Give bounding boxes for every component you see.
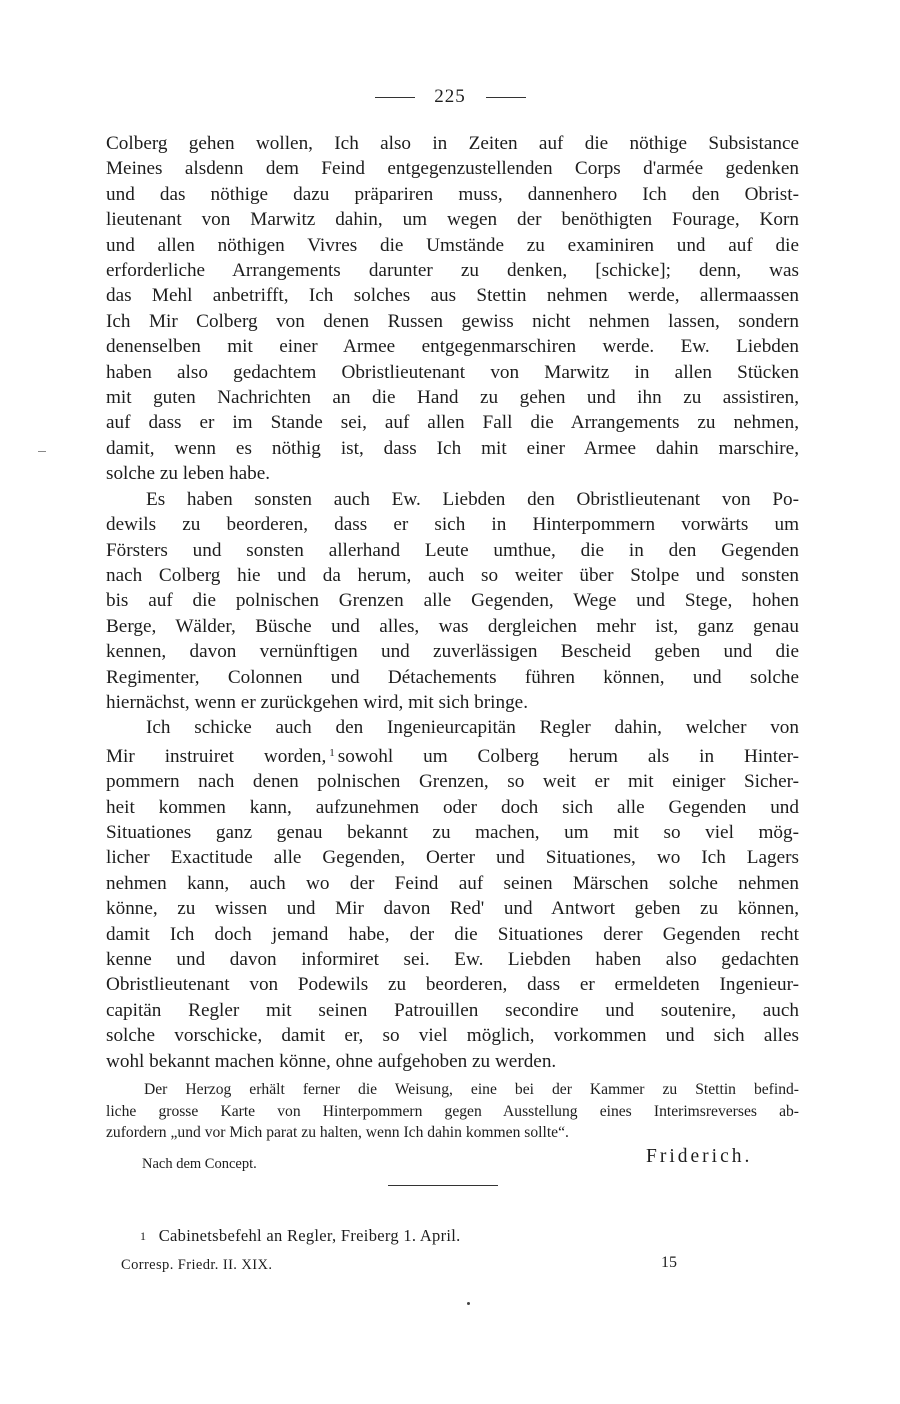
text-line: das Mehl anbetrifft, Ich solches aus Stettin nehmen werde, allermaassen [106,285,799,307]
footnote-divider [388,1185,498,1186]
text-line: nehmen kann, auch wo der Feind auf seinen Märschen solche nehmen [106,872,799,894]
paragraph-2 [106,487,799,716]
text-fragment: Mir instruiret worden, [106,745,327,767]
text-line: Försters und sonsten allerhand Leute umthue, die in den Gegenden [106,539,799,561]
note-line: zufordern „und vor Mich parat zu halten, wenn Ich dahin kommen sollte“. [106,1124,569,1141]
text-line: Obristlieutenant von Podewils zu beorderen, dass er ermeldeten Ingenieur- [106,974,799,996]
editor-note [106,1079,799,1144]
main-text [106,131,799,1074]
margin-mark [38,451,46,452]
text-line: mit guten Nachrichten an die Hand zu gehen und ihn zu assistiren, [106,387,799,409]
text-fragment: sowohl um Colberg herum als in Hinter- [337,745,799,767]
printer-line: Corresp. Friedr. II. XIX. [121,1257,273,1273]
text-line: Meines alsdenn dem Feind entgegenzustellenden Corps d'armée gedenken [106,158,799,180]
footnote-reference: 1 [329,746,335,759]
text-line: erforderliche Arrangements darunter zu denken, [schicke]; denn, was [106,260,799,282]
running-head [0,86,900,108]
text-line: Berge, Wälder, Büsche und alles, was dergleichen mehr ist, ganz genau [106,615,799,637]
print-speck [467,1302,470,1305]
text-line: damit, wenn es nöthig ist, dass Ich mit einer Armee dahin marschire, [106,437,799,459]
text-line: wohl bekannt machen könne, ohne aufgehoben zu werden. [106,1050,557,1072]
text-line: dewils zu beorderen, dass er sich in Hinterpommern vorwärts um [106,514,799,536]
text-line: kennen, davon vernünftigen und zuverlässigen Bescheid geben und die [106,641,799,663]
signature-mark: 15 [661,1254,677,1271]
text-line: könne, zu wissen und Mir davon Red' und Antwort geben zu können, [106,898,799,920]
paragraph-3 [106,715,799,1074]
head-rule-left [375,97,415,98]
text-line: hiernächst, wenn er zurückgehen wird, mit sich bringe. [106,691,528,713]
text-line: bis auf die polnischen Grenzen alle Gegenden, Wege und Stege, hohen [106,590,799,612]
page-number: 225 [434,86,466,107]
text-line: auf dass er im Stande sei, auf allen Fall die Arrangements zu nehmen, [106,412,799,434]
text-line: denenselben mit einer Armee entgegenmarschiren werde. Ew. Liebden [106,336,799,358]
note-line: liche grosse Karte von Hinterpommern gegen Ausstellung eines Interimsreverses ab- [106,1102,799,1120]
text-line: haben also gedachtem Obristlieutenant von Marwitz in allen Stücken [106,361,799,383]
text-line: solche vorschicke, damit er, so viel möglich, vorkommen und sich alles [106,1025,799,1047]
text-line-with-footnote [106,741,799,769]
source-note: Nach dem Concept. [142,1156,257,1172]
text-line: pommern nach denen polnischen Grenzen, so weit er mit einiger Sicher- [106,771,799,793]
text-line: capitän Regler mit seinen Patrouillen secondire und soutenire, auch [106,999,799,1021]
text-line: kenne und davon informiret sei. Ew. Liebden haben also gedachten [106,949,799,970]
note-line: Der Herzog erhält ferner die Weisung, eine bei der Kammer zu Stettin befind- [144,1081,799,1098]
footnote [140,1226,461,1246]
text-line: nach Colberg hie und da herum, auch so weiter über Stolpe und sonsten [106,564,799,586]
footnote-mark: 1 [140,1229,147,1243]
text-line: und allen nöthigen Vivres die Umstände zu examiniren und auf die [106,234,799,256]
signature: Friderich. [646,1146,753,1167]
text-line: heit kommen kann, aufzunehmen oder doch sich alle Gegenden und [106,796,799,818]
text-line: Regimenter, Colonnen und Détachements führen können, und solche [106,666,799,688]
text-line: licher Exactitude alle Gegenden, Oerter und Situationes, wo Ich Lagers [106,847,799,869]
text-line: Ich Mir Colberg von denen Russen gewiss nicht nehmen lassen, sondern [106,310,799,332]
text-line: Colberg gehen wollen, Ich also in Zeiten auf die nöthige Subsistance [106,133,799,154]
text-line: Ich schicke auch den Ingenieurcapitän Regler dahin, welcher von [146,717,799,739]
footnote-text: Cabinetsbefehl an Regler, Freiberg 1. April. [158,1226,461,1245]
head-rule-right [486,97,526,98]
paragraph-1 [106,131,799,487]
text-line: Situationes ganz genau bekannt zu machen, um mit so viel mög- [106,821,799,843]
text-line: Es haben sonsten auch Ew. Liebden den Obristlieutenant von Po- [146,488,799,510]
text-line: solche zu leben habe. [106,463,271,485]
text-line: damit Ich doch jemand habe, der die Situationes derer Gegenden recht [106,923,799,945]
text-line: lieutenant von Marwitz dahin, um wegen der benöthigten Fourage, Korn [106,209,799,231]
text-line: und das nöthige dazu präpariren muss, dannenhero Ich den Obrist- [106,183,799,205]
